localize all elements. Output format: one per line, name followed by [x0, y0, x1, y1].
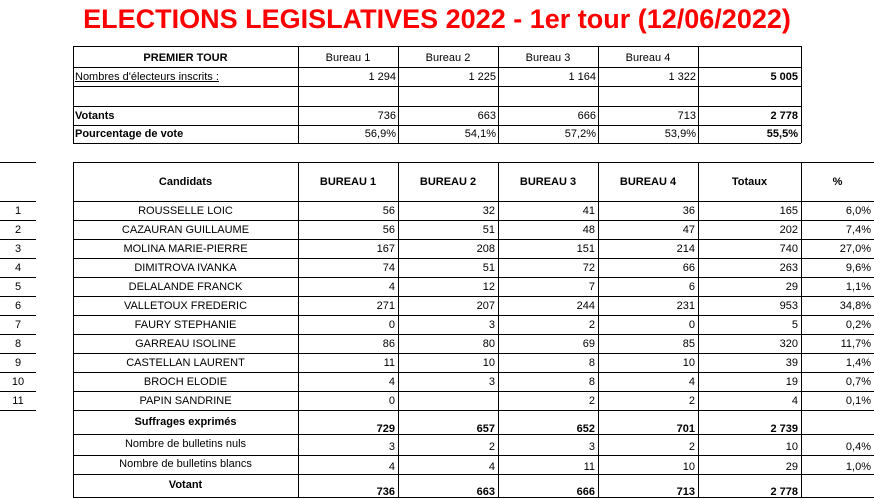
votant-b4: 713 [676, 486, 695, 498]
votant-b3: 666 [576, 486, 595, 498]
candidate-b4: 214 [676, 243, 695, 255]
candidate-total: 165 [779, 205, 798, 217]
candidate-number: 6 [14, 300, 22, 312]
candidate-pct: 11,7% [840, 338, 871, 350]
candidate-total: 320 [779, 338, 798, 350]
votant-label: Votant [168, 479, 203, 491]
candidate-b1: 56 [382, 224, 395, 236]
grid-line-horizontal [0, 315, 36, 316]
grid-line-horizontal [73, 258, 874, 259]
blancs-total: 29 [785, 461, 798, 473]
pourcentage-value: 57,2% [564, 128, 596, 140]
inscrits-value: 1 164 [568, 71, 596, 83]
candidate-b2: 12 [482, 281, 495, 293]
suffrages-b1: 729 [376, 423, 395, 435]
candidate-total: 39 [785, 357, 798, 369]
candidate-number: 11 [12, 395, 24, 407]
grid-line-horizontal [73, 106, 801, 107]
candidate-b1: 0 [388, 395, 395, 407]
candidate-number: 5 [14, 281, 22, 293]
grid-line-vertical [801, 46, 802, 143]
votants-value: 666 [577, 110, 596, 122]
header-bureau: Bureau 3 [525, 52, 571, 64]
candidate-name: DELALANDE FRANCK [128, 281, 243, 293]
candidate-b3: 2 [588, 395, 595, 407]
grid-line-horizontal [73, 455, 874, 456]
candidate-pct: 0,1% [845, 395, 871, 407]
nuls-label: Nombre de bulletins nuls [124, 438, 247, 450]
candidate-name: MOLINA MARIE-PIERRE [123, 243, 248, 255]
candidate-b4: 4 [688, 376, 695, 388]
candidate-b4: 6 [688, 281, 695, 293]
candidate-b2: 51 [482, 262, 495, 274]
votants-value: 736 [377, 110, 396, 122]
candidate-total: 740 [779, 243, 798, 255]
grid-line-horizontal [73, 315, 874, 316]
candidate-number: 2 [14, 224, 22, 236]
candidate-total: 202 [779, 224, 798, 236]
suffrages-total: 2 739 [770, 423, 798, 435]
nuls-pct: 0,4% [845, 441, 871, 453]
suffrages-b2: 657 [476, 423, 495, 435]
candidate-number: 4 [14, 262, 22, 274]
candidate-b2: 208 [476, 243, 495, 255]
grid-line-horizontal [0, 296, 36, 297]
column-header: Totaux [731, 176, 768, 188]
candidate-b1: 86 [382, 338, 395, 350]
blancs-b4: 10 [682, 461, 695, 473]
blancs-pct: 1,0% [845, 461, 871, 473]
candidate-b3: 48 [582, 224, 595, 236]
candidate-b3: 244 [576, 300, 595, 312]
grid-line-horizontal [0, 277, 36, 278]
candidate-pct: 1,1% [845, 281, 871, 293]
candidate-b4: 47 [682, 224, 695, 236]
grid-line-horizontal [0, 162, 36, 163]
candidate-name: GARREAU ISOLINE [135, 338, 236, 350]
candidate-b2: 10 [482, 357, 495, 369]
column-header: BUREAU 3 [519, 176, 577, 188]
nuls-b4: 2 [688, 441, 695, 453]
votants-value: 713 [677, 110, 696, 122]
grid-line-horizontal [0, 391, 36, 392]
suffrages-b4: 701 [676, 423, 695, 435]
candidate-name: FAURY STEPHANIE [134, 319, 237, 331]
grid-line-horizontal [73, 474, 874, 475]
candidate-b3: 151 [576, 243, 595, 255]
candidate-b4: 85 [682, 338, 695, 350]
candidate-name: ROUSSELLE LOIC [138, 205, 233, 217]
column-header: BUREAU 1 [319, 176, 377, 188]
candidate-b3: 2 [588, 319, 595, 331]
candidate-b2: 3 [488, 376, 495, 388]
candidate-total: 5 [791, 319, 798, 331]
grid-line-horizontal [73, 410, 874, 411]
candidate-total: 19 [785, 376, 798, 388]
candidate-b4: 10 [682, 357, 695, 369]
candidate-pct: 9,6% [845, 262, 871, 274]
column-header: BUREAU 2 [419, 176, 477, 188]
column-header: % [832, 176, 843, 188]
pourcentage-value: 56,9% [364, 128, 396, 140]
candidate-total: 29 [785, 281, 798, 293]
candidate-number: 9 [14, 357, 22, 369]
page-title: ELECTIONS LEGISLATIVES 2022 - 1er tour (12/06/2022) [83, 4, 791, 34]
grid-line-horizontal [73, 296, 874, 297]
grid-line-horizontal [0, 220, 36, 221]
suffrages-b3: 652 [576, 423, 595, 435]
grid-line-horizontal [73, 353, 874, 354]
candidate-number: 7 [14, 319, 22, 331]
grid-line-horizontal [0, 201, 36, 202]
candidate-b1: 11 [383, 357, 395, 369]
votant-b2: 663 [476, 486, 495, 498]
candidate-b1: 4 [388, 281, 395, 293]
grid-line-horizontal [73, 277, 874, 278]
votants-label: Votants [75, 110, 115, 122]
grid-line-horizontal [0, 239, 36, 240]
inscrits-total: 5 005 [770, 71, 798, 83]
header-bureau: Bureau 1 [325, 52, 371, 64]
grid-line-horizontal [0, 353, 36, 354]
blancs-b1: 4 [388, 461, 395, 473]
candidate-pct: 0,2% [845, 319, 871, 331]
grid-line-horizontal [0, 334, 36, 335]
candidate-b2: 51 [482, 224, 495, 236]
candidate-pct: 7,4% [845, 224, 871, 236]
grid-line-horizontal [73, 334, 874, 335]
candidate-total: 4 [791, 395, 798, 407]
pourcentage-total: 55,5% [766, 128, 798, 140]
candidate-number: 10 [11, 376, 25, 388]
grid-line-horizontal [0, 410, 36, 411]
blancs-label: Nombre de bulletins blancs [119, 458, 252, 470]
candidate-b1: 167 [376, 243, 395, 255]
header-premier-tour: PREMIER TOUR [143, 52, 228, 64]
nuls-b3: 3 [588, 441, 595, 453]
candidate-name: BROCH ELODIE [143, 376, 228, 388]
candidate-pct: 27,0% [839, 243, 871, 255]
grid-line-horizontal [73, 46, 801, 47]
column-header: BUREAU 4 [619, 176, 677, 188]
candidate-number: 1 [14, 205, 22, 217]
candidate-b3: 8 [588, 357, 595, 369]
blancs-b3: 11 [583, 461, 595, 473]
candidate-b4: 2 [688, 395, 695, 407]
grid-line-horizontal [73, 201, 874, 202]
pourcentage-value: 53,9% [664, 128, 696, 140]
grid-line-horizontal [73, 220, 874, 221]
candidate-pct: 0,7% [845, 376, 871, 388]
nuls-b1: 3 [388, 441, 395, 453]
candidate-total: 953 [779, 300, 798, 312]
candidate-pct: 1,4% [845, 357, 871, 369]
votants-total: 2 778 [770, 110, 798, 122]
pourcentage-label: Pourcentage de vote [75, 128, 184, 140]
candidate-name: VALLETOUX FREDERIC [123, 300, 248, 312]
candidate-pct: 34,8% [839, 300, 871, 312]
header-bureau: Bureau 2 [425, 52, 471, 64]
candidate-name: CASTELLAN LAURENT [126, 357, 245, 369]
candidate-name: CAZAURAN GUILLAUME [121, 224, 250, 236]
votant-total: 2 778 [770, 486, 798, 498]
candidate-total: 263 [779, 262, 798, 274]
candidate-b1: 74 [382, 262, 395, 274]
candidate-b3: 41 [582, 205, 595, 217]
candidate-b4: 231 [676, 300, 695, 312]
grid-line-horizontal [73, 86, 801, 87]
votants-value: 663 [477, 110, 496, 122]
nuls-total: 10 [785, 441, 798, 453]
grid-line-horizontal [73, 67, 801, 68]
candidate-name: DIMITROVA IVANKA [134, 262, 237, 274]
candidate-number: 8 [14, 338, 22, 350]
grid-line-horizontal [0, 258, 36, 259]
inscrits-value: 1 225 [468, 71, 496, 83]
inscrits-value: 1 294 [368, 71, 396, 83]
candidate-b2: 3 [488, 319, 495, 331]
candidate-b4: 0 [688, 319, 695, 331]
grid-line-horizontal [73, 125, 801, 126]
grid-line-horizontal [73, 162, 874, 163]
candidate-b3: 7 [588, 281, 595, 293]
blancs-b2: 4 [488, 461, 495, 473]
column-header: Candidats [158, 176, 213, 188]
header-bureau: Bureau 4 [625, 52, 671, 64]
suffrages-label: Suffrages exprimés [134, 416, 237, 428]
grid-line-horizontal [73, 391, 874, 392]
candidate-b3: 72 [582, 262, 595, 274]
candidate-b3: 69 [582, 338, 595, 350]
candidate-name: PAPIN SANDRINE [139, 395, 232, 407]
candidate-b2: 207 [476, 300, 495, 312]
candidate-b1: 0 [388, 319, 395, 331]
candidate-b1: 271 [376, 300, 395, 312]
nuls-b2: 2 [488, 441, 495, 453]
candidate-b4: 36 [682, 205, 695, 217]
grid-line-horizontal [0, 372, 36, 373]
candidate-b1: 4 [388, 376, 395, 388]
inscrits-label: Nombres d'électeurs inscrits : [75, 71, 219, 83]
candidate-pct: 6,0% [845, 205, 871, 217]
grid-line-horizontal [73, 372, 874, 373]
inscrits-value: 1 322 [668, 71, 696, 83]
pourcentage-value: 54,1% [464, 128, 496, 140]
grid-line-horizontal [73, 239, 874, 240]
candidate-b4: 66 [682, 262, 695, 274]
votant-b1: 736 [376, 486, 395, 498]
candidate-b2: 80 [482, 338, 495, 350]
candidate-b2: 32 [482, 205, 495, 217]
candidate-number: 3 [14, 243, 22, 255]
candidate-b1: 56 [382, 205, 395, 217]
grid-line-horizontal [73, 143, 801, 144]
candidate-b3: 8 [588, 376, 595, 388]
